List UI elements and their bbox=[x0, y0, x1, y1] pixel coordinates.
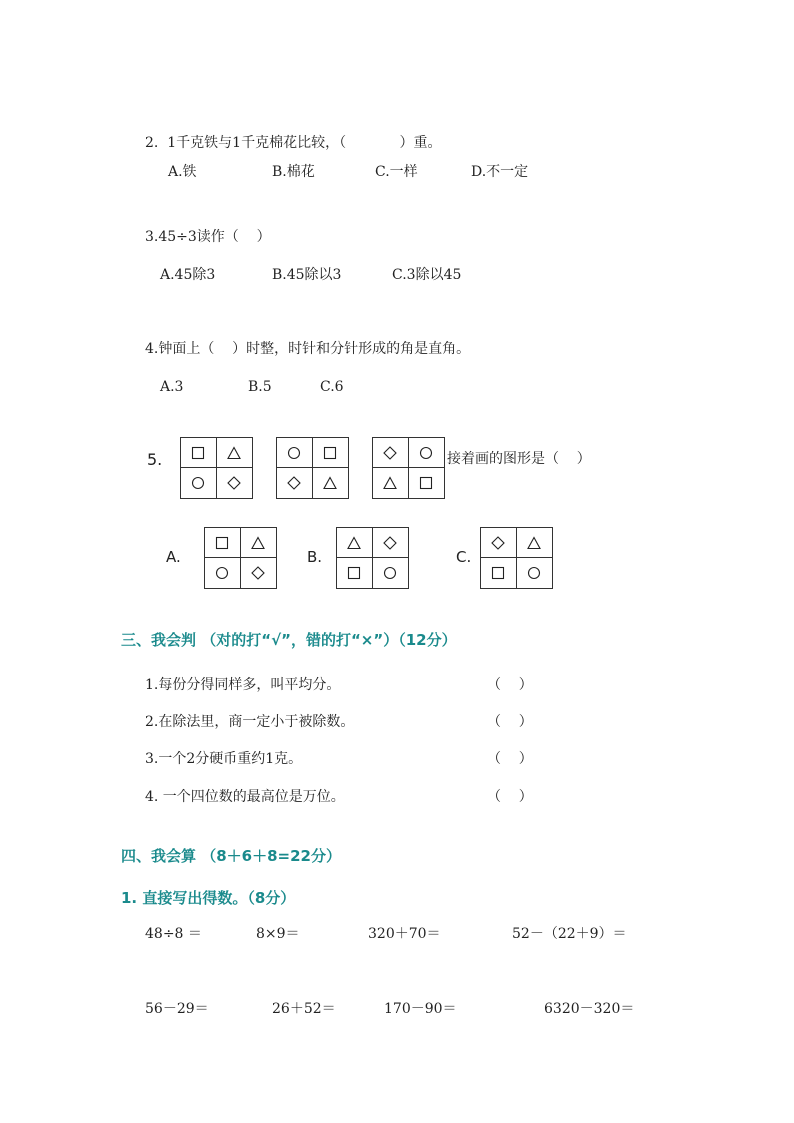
grid-cell bbox=[517, 558, 553, 588]
judge-item-2: 2.在除法里，商一定小于被除数。 bbox=[145, 714, 355, 730]
judge-blank-2[interactable]: （ ） bbox=[487, 714, 533, 730]
grid-cell bbox=[373, 468, 409, 498]
judge-blank-4[interactable]: （ ） bbox=[487, 789, 533, 805]
grid-cell bbox=[277, 468, 313, 498]
triangle-icon bbox=[383, 476, 397, 490]
grid-cell bbox=[409, 438, 445, 468]
judge-blank-3[interactable]: （ ） bbox=[487, 751, 533, 767]
triangle-icon bbox=[347, 536, 361, 550]
grid-cell bbox=[409, 468, 445, 498]
q4-stem: 4.钟面上（ ）时整，时针和分针形成的角是直角。 bbox=[145, 341, 471, 357]
grid-cell bbox=[481, 528, 517, 558]
diamond-icon bbox=[491, 536, 505, 550]
calc-2: 8×9＝ bbox=[256, 926, 300, 942]
grid-cell bbox=[517, 528, 553, 558]
section4-title: 四、我会算 （8＋6＋8=22分） bbox=[121, 847, 341, 865]
q4-option-a: A.3 bbox=[160, 379, 184, 395]
judge-item-4: 4. 一个四位数的最高位是万位。 bbox=[145, 789, 345, 805]
grid-cell bbox=[313, 468, 349, 498]
diamond-icon bbox=[227, 476, 241, 490]
circle-icon bbox=[287, 446, 301, 460]
grid-cell bbox=[205, 558, 241, 588]
q4-option-b: B.5 bbox=[248, 379, 272, 395]
grid-cell bbox=[481, 558, 517, 588]
judge-item-3: 3.一个2分硬币重约1克。 bbox=[145, 751, 303, 767]
grid-cell bbox=[181, 468, 217, 498]
grid-cell bbox=[337, 558, 373, 588]
q5-sequence-grid-3 bbox=[372, 437, 445, 499]
calc-5: 56－29＝ bbox=[145, 1001, 209, 1017]
q2-stem: 2. 1千克铁与1千克棉花比较，（ ）重。 bbox=[145, 135, 442, 151]
grid-cell bbox=[337, 528, 373, 558]
q5-number: 5. bbox=[147, 450, 163, 469]
square-icon bbox=[347, 566, 361, 580]
q5-sequence-grid-1 bbox=[180, 437, 253, 499]
diamond-icon bbox=[383, 536, 397, 550]
q4-option-c: C.6 bbox=[320, 379, 344, 395]
q5-choice-a-label: A. bbox=[166, 548, 181, 566]
q2-option-d: D.不一定 bbox=[471, 164, 529, 180]
square-icon bbox=[215, 536, 229, 550]
q2-option-c: C.一样 bbox=[375, 164, 418, 180]
calc-8: 6320－320＝ bbox=[544, 1001, 635, 1017]
grid-cell bbox=[217, 438, 253, 468]
grid-cell bbox=[277, 438, 313, 468]
circle-icon bbox=[527, 566, 541, 580]
circle-icon bbox=[191, 476, 205, 490]
calc-4: 52－（22＋9）＝ bbox=[512, 926, 627, 942]
grid-cell bbox=[217, 468, 253, 498]
q3-option-a: A.45除3 bbox=[160, 267, 216, 283]
q5-choice-c-label: C. bbox=[456, 548, 472, 566]
calc-7: 170－90＝ bbox=[384, 1001, 457, 1017]
square-icon bbox=[491, 566, 505, 580]
grid-cell bbox=[373, 528, 409, 558]
judge-item-1: 1.每份分得同样多，叫平均分。 bbox=[145, 677, 341, 693]
q5-choice-c-grid bbox=[480, 527, 553, 589]
q3-option-b: B.45除以3 bbox=[272, 267, 342, 283]
q2-option-a: A.铁 bbox=[168, 164, 197, 180]
diamond-icon bbox=[383, 446, 397, 460]
diamond-icon bbox=[287, 476, 301, 490]
q3-stem: 3.45÷3读作（ ） bbox=[145, 229, 271, 245]
grid-cell bbox=[241, 528, 277, 558]
q5-tail: 接着画的图形是（ ） bbox=[447, 451, 591, 467]
q2-option-b: B.棉花 bbox=[272, 164, 315, 180]
calc-3: 320＋70＝ bbox=[368, 926, 441, 942]
square-icon bbox=[323, 446, 337, 460]
q5-sequence-grid-2 bbox=[276, 437, 349, 499]
grid-cell bbox=[205, 528, 241, 558]
grid-cell bbox=[373, 558, 409, 588]
circle-icon bbox=[419, 446, 433, 460]
grid-cell bbox=[241, 558, 277, 588]
circle-icon bbox=[215, 566, 229, 580]
triangle-icon bbox=[323, 476, 337, 490]
diamond-icon bbox=[251, 566, 265, 580]
q5-choice-b-label: B. bbox=[307, 548, 323, 566]
q3-option-c: C.3除以45 bbox=[392, 267, 462, 283]
triangle-icon bbox=[527, 536, 541, 550]
q5-choice-a-grid bbox=[204, 527, 277, 589]
square-icon bbox=[191, 446, 205, 460]
triangle-icon bbox=[251, 536, 265, 550]
grid-cell bbox=[373, 438, 409, 468]
grid-cell bbox=[313, 438, 349, 468]
grid-cell bbox=[181, 438, 217, 468]
q5-choice-b-grid bbox=[336, 527, 409, 589]
section4-sub1: 1. 直接写出得数。（8分） bbox=[121, 889, 296, 907]
calc-6: 26＋52＝ bbox=[272, 1001, 336, 1017]
judge-blank-1[interactable]: （ ） bbox=[487, 677, 533, 693]
triangle-icon bbox=[227, 446, 241, 460]
calc-1: 48÷8 ＝ bbox=[145, 926, 202, 942]
square-icon bbox=[419, 476, 433, 490]
circle-icon bbox=[383, 566, 397, 580]
section3-title: 三、我会判 （对的打“√”，错的打“×”）（12分） bbox=[121, 631, 457, 649]
